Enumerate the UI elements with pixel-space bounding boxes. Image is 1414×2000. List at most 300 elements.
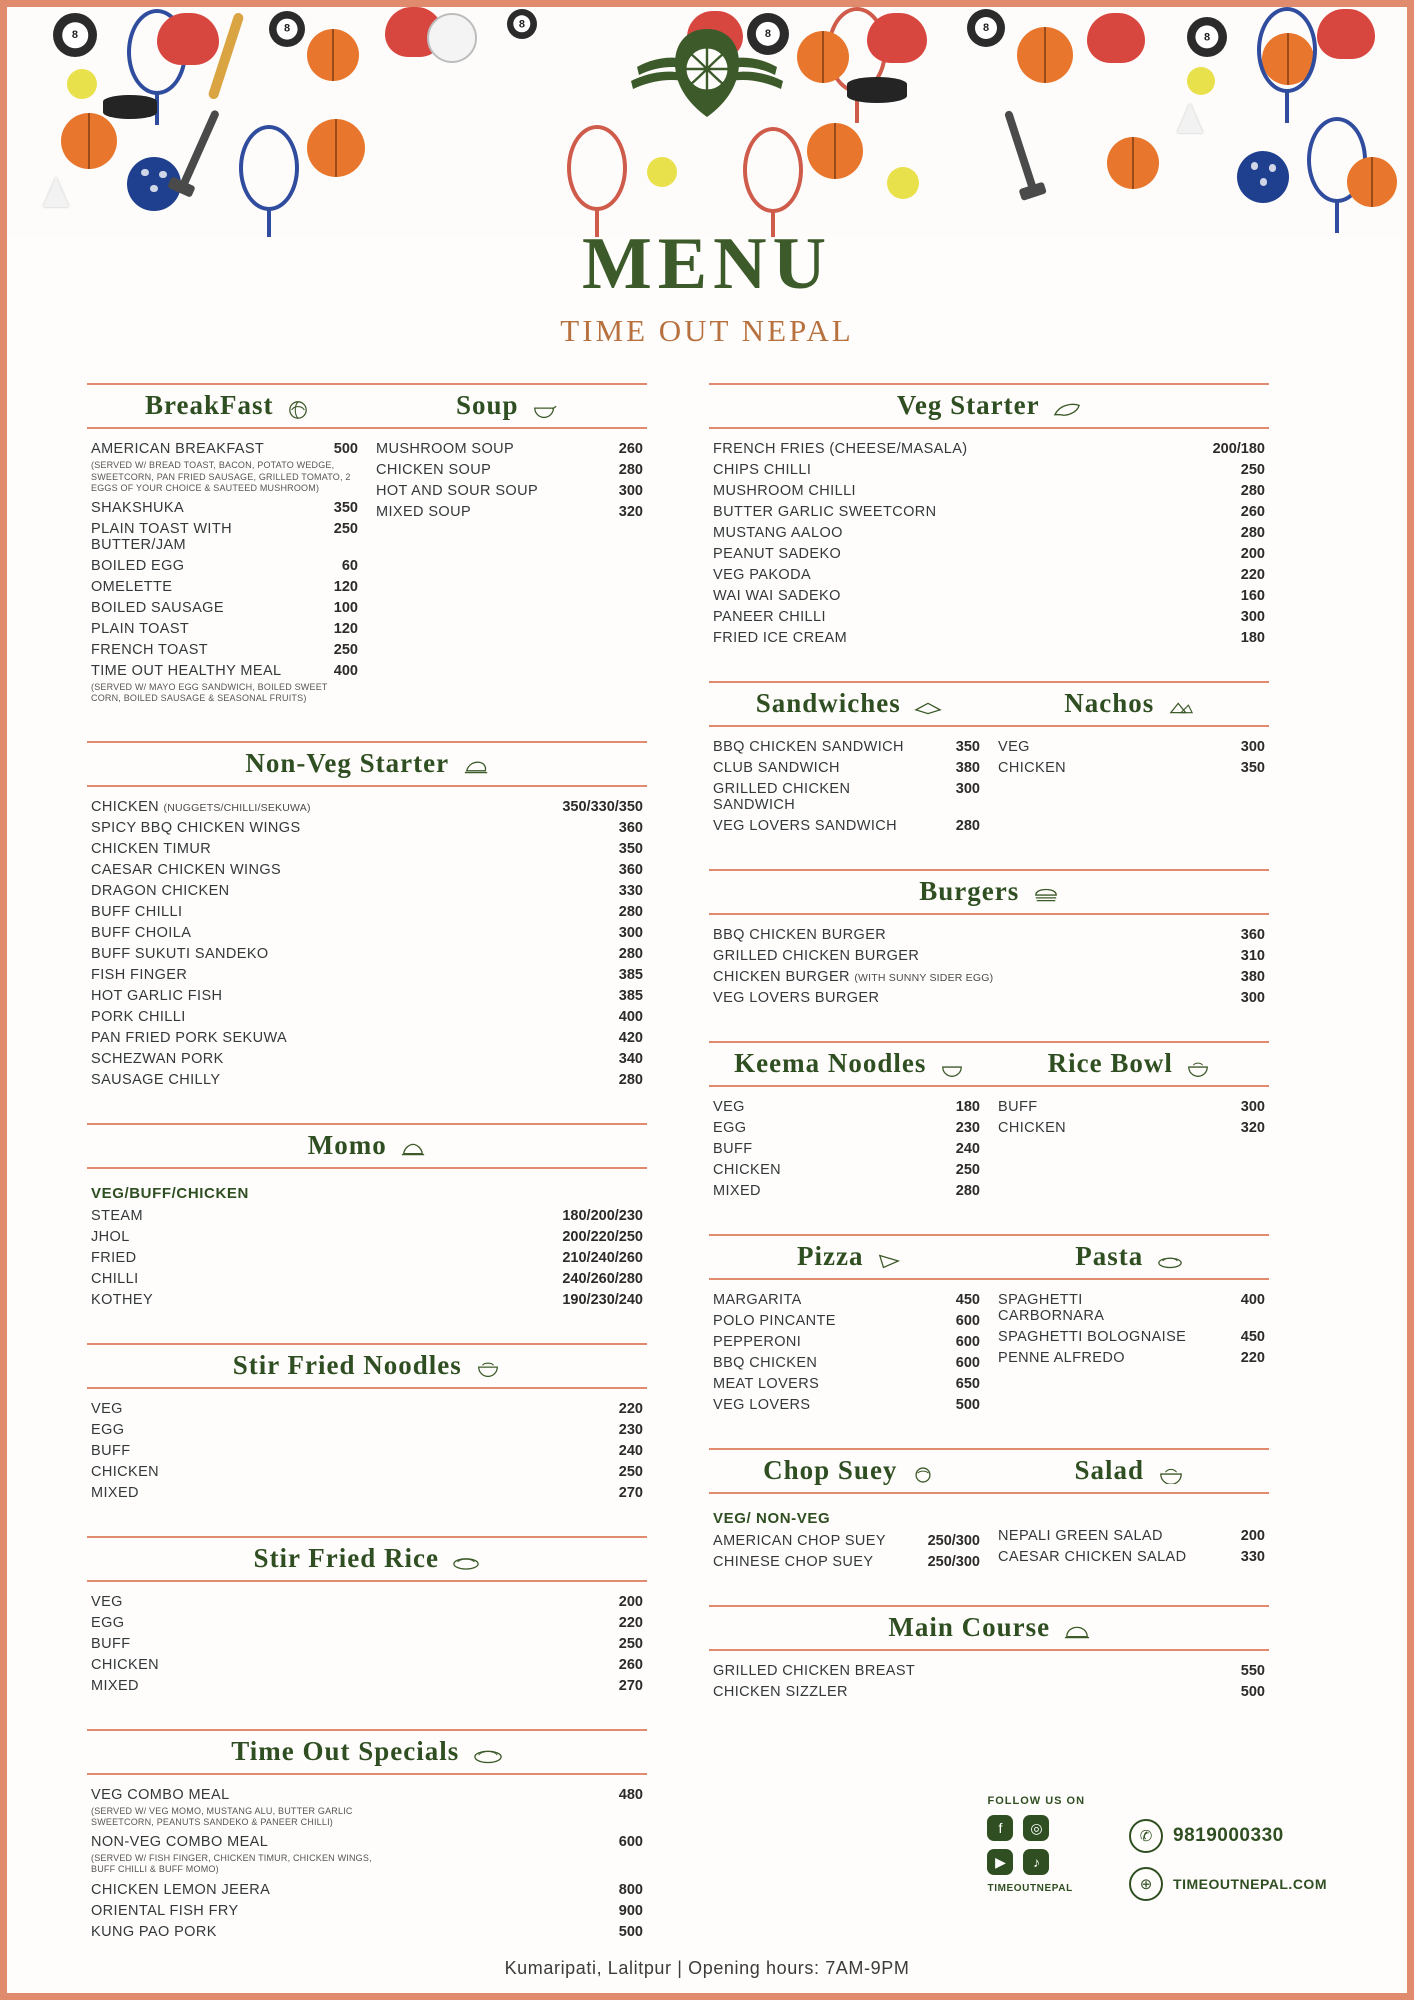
item-name: FRENCH FRIES (CHEESE/MASALA) — [713, 441, 968, 458]
list-item — [91, 663, 358, 679]
item-price: 240/260/280 — [562, 1270, 643, 1287]
list-item — [713, 990, 1265, 1006]
list-item — [91, 925, 643, 941]
list-item — [376, 441, 643, 457]
item-price: 320 — [618, 504, 643, 521]
item-price: 650 — [955, 1376, 980, 1393]
list-item — [91, 1657, 643, 1673]
item-price: 200/220/250 — [562, 1228, 643, 1245]
item-name: FISH FINGER — [91, 966, 188, 983]
website-line[interactable] — [1129, 1867, 1327, 1901]
list-item — [713, 1533, 980, 1549]
item-price: 310 — [1240, 948, 1265, 965]
social-icons-row-2 — [987, 1849, 1085, 1875]
item-name: BOILED EGG — [91, 558, 185, 575]
phone-line[interactable] — [1129, 1819, 1327, 1853]
item-label: CHICKEN — [91, 798, 160, 815]
item-desc: (SERVED W/ BREAD TOAST, BACON, POTATO WEDGE, SWEETCORN, PAN FRIED SAUSAGE, GRILLED TOMATO, 2 EGGS OF YOUR CHOICE & SAUTEED MUSHROOM) — [91, 460, 351, 493]
boxing-glove-icon — [867, 13, 927, 63]
burgers-items — [709, 915, 1269, 1015]
item-price: 280 — [1240, 483, 1265, 500]
list-item — [91, 621, 358, 637]
section-title-chop-suey — [709, 1455, 989, 1486]
contact-block — [1129, 1795, 1327, 1915]
list-item — [91, 1903, 643, 1919]
list-item — [713, 1313, 980, 1329]
section-main-course — [709, 1605, 1269, 1709]
list-item — [713, 504, 1265, 520]
noodle-bowl-icon — [475, 1359, 501, 1379]
item-price: 600 — [955, 1355, 980, 1372]
item-name: STEAM — [91, 1207, 143, 1224]
item-name: CHILLI — [91, 1270, 139, 1287]
chop-suey-items — [713, 1506, 980, 1575]
rice-bowl-items — [998, 1099, 1265, 1204]
boxing-glove-icon — [1317, 9, 1375, 59]
item-price: 900 — [618, 1902, 643, 1919]
item-price: 420 — [618, 1029, 643, 1046]
left-column — [87, 383, 647, 1974]
footer-contact-block — [987, 1795, 1327, 1915]
list-item — [91, 1072, 643, 1088]
salad-bowl-icon — [1158, 1466, 1184, 1484]
list-item — [713, 948, 1265, 964]
veg-starter-items — [709, 429, 1269, 655]
item-name: WAI WAI SADEKO — [713, 588, 841, 605]
item-name: SHAKSHUKA — [91, 500, 185, 517]
item-name: AMERICAN CHOP SUEY — [713, 1533, 886, 1550]
section-header — [87, 1729, 647, 1775]
social-handle: TIMEOUTNEPAL — [987, 1883, 1073, 1894]
facebook-icon[interactable]: f — [987, 1815, 1013, 1841]
burger-icon — [1033, 887, 1059, 905]
youtube-icon[interactable]: ▶ — [987, 1849, 1013, 1875]
item-price: 180 — [1240, 630, 1265, 647]
list-item — [998, 739, 1265, 755]
item-price: 350 — [955, 739, 980, 756]
section-header — [709, 681, 1269, 727]
section-header — [87, 1343, 647, 1389]
item-name: HOT AND SOUR SOUP — [376, 483, 539, 500]
salad-items — [998, 1506, 1265, 1575]
item-name: GRILLED CHICKEN BURGER — [713, 948, 920, 965]
basketball-icon — [1017, 27, 1073, 83]
time-out-specials-title: Time Out Specials — [231, 1735, 460, 1766]
section-header — [709, 383, 1269, 429]
list-item — [998, 1329, 1265, 1345]
list-item — [91, 1834, 643, 1850]
list-item — [998, 1120, 1265, 1136]
item-price: 250 — [618, 1463, 643, 1480]
item-name: BUFF — [998, 1099, 1038, 1116]
item-name: VEG — [713, 1099, 745, 1116]
momo-icon — [400, 1139, 426, 1159]
list-item — [91, 883, 643, 899]
item-desc: (SERVED W/ MAYO EGG SANDWICH, BOILED SWEET CORN, BOILED SAUSAGE & SEASONAL FRUITS) — [91, 682, 328, 704]
salad-title: Salad — [1074, 1455, 1145, 1486]
item-price: 250 — [333, 642, 358, 659]
item-name: MEAT LOVERS — [713, 1376, 820, 1393]
keema-noodles-items — [713, 1099, 980, 1204]
pizza-items — [713, 1292, 980, 1418]
noodle-bowl-icon — [940, 1059, 964, 1077]
item-price: 220 — [1240, 567, 1265, 584]
item-name — [713, 969, 993, 985]
billiard-ball-icon — [507, 9, 537, 39]
item-price: 400 — [333, 663, 358, 680]
stir-fried-noodles-title: Stir Fried Noodles — [232, 1349, 462, 1380]
list-item — [713, 1099, 980, 1115]
list-item — [713, 1183, 980, 1199]
list-item — [376, 462, 643, 478]
item-name: PORK CHILLI — [91, 1008, 186, 1025]
section-stir-fried-rice — [87, 1536, 647, 1703]
golf-club-icon — [1004, 110, 1038, 194]
item-name: JHOL — [91, 1228, 130, 1245]
item-name: MIXED — [713, 1183, 761, 1200]
item-name: CHIPS CHILLI — [713, 462, 812, 479]
list-item — [713, 546, 1265, 562]
section-sandwiches-nachos — [709, 681, 1269, 843]
restaurant-name: TIME OUT NEPAL — [560, 313, 854, 349]
item-price: 280 — [618, 1071, 643, 1088]
list-item — [91, 558, 358, 574]
list-item — [376, 504, 643, 520]
list-item — [91, 1615, 643, 1631]
list-item — [91, 1787, 643, 1803]
boxing-glove-icon — [1087, 13, 1145, 63]
boxing-glove-icon — [157, 13, 219, 65]
item-price: 260 — [1240, 504, 1265, 521]
list-item — [713, 818, 980, 834]
list-item — [713, 1292, 980, 1308]
item-name: BUTTER GARLIC SWEETCORN — [713, 504, 937, 521]
item-price: 500 — [618, 1923, 643, 1940]
item-name: PEPPERONI — [713, 1334, 802, 1351]
list-item — [713, 1355, 980, 1371]
item-name: CHICKEN SIZZLER — [713, 1684, 848, 1701]
item-name: KOTHEY — [91, 1291, 154, 1308]
item-name: BUFF CHOILA — [91, 924, 192, 941]
list-item — [91, 1030, 643, 1046]
list-item — [713, 1376, 980, 1392]
globe-icon: ⊕ — [1129, 1867, 1163, 1901]
list-item — [713, 969, 1265, 985]
item-price: 385 — [618, 987, 643, 1004]
list-item — [91, 1051, 643, 1067]
time-out-specials-items — [87, 1775, 647, 1949]
sandwiches-items — [713, 739, 980, 839]
item-price: 230 — [618, 1421, 643, 1438]
item-name: POLO PINCANTE — [713, 1313, 836, 1330]
list-item — [91, 1271, 643, 1287]
list-item — [91, 600, 358, 616]
item-name: KUNG PAO PORK — [91, 1923, 217, 1940]
item-name: FRENCH TOAST — [91, 642, 209, 659]
item-price: 600 — [618, 1834, 643, 1851]
list-item — [713, 760, 980, 776]
item-price: 350 — [333, 500, 358, 517]
volleyball-icon — [427, 13, 477, 63]
cloche-icon — [1064, 1622, 1090, 1642]
item-price: 120 — [333, 579, 358, 596]
item-price: 270 — [618, 1677, 643, 1694]
item-name: CHICKEN — [91, 1656, 160, 1673]
item-price: 450 — [955, 1292, 980, 1309]
section-momo — [87, 1123, 647, 1317]
leaf-icon — [1053, 401, 1081, 419]
pasta-items — [998, 1292, 1265, 1418]
rice-bowl-title: Rice Bowl — [1047, 1048, 1173, 1079]
item-name: CHICKEN — [713, 1162, 782, 1179]
basketball-icon — [797, 31, 849, 83]
item-price: 120 — [333, 621, 358, 638]
item-price: 100 — [333, 600, 358, 617]
chop-suey-title: Chop Suey — [763, 1455, 898, 1486]
item-price: 480 — [618, 1786, 643, 1803]
shuttlecock-icon — [43, 177, 69, 207]
instagram-icon[interactable]: ◎ — [1023, 1815, 1049, 1841]
list-item — [91, 579, 358, 595]
breakfast-items — [91, 441, 358, 710]
list-item — [713, 630, 1265, 646]
list-item — [91, 1401, 643, 1417]
main-course-items — [709, 1651, 1269, 1709]
item-name: MUSHROOM SOUP — [376, 441, 515, 458]
soup-bowl-icon — [532, 401, 558, 419]
item-name: HOT GARLIC FISH — [91, 987, 223, 1004]
menu-columns — [7, 349, 1407, 1974]
item-name: GRILLED CHICKEN SANDWICH — [713, 781, 851, 814]
breakfast-soup-rows — [87, 429, 647, 714]
item-name — [91, 799, 311, 815]
item-price: 360 — [618, 861, 643, 878]
phone-icon: ✆ — [1129, 1819, 1163, 1853]
section-title-salad — [989, 1455, 1269, 1486]
item-name: VEG LOVERS BURGER — [713, 990, 880, 1007]
item-price: 340 — [618, 1050, 643, 1067]
list-item — [713, 441, 1265, 457]
breakfast-title: BreakFast — [145, 390, 274, 421]
section-header — [709, 1041, 1269, 1087]
item-price: 450 — [1240, 1329, 1265, 1346]
list-item — [713, 588, 1265, 604]
billiard-ball-icon — [1187, 17, 1227, 57]
item-price: 330 — [618, 882, 643, 899]
item-name: FRIED ICE CREAM — [713, 630, 848, 647]
phone-number: 9819000330 — [1173, 1825, 1284, 1846]
list-item — [91, 1636, 643, 1652]
item-name: VEG — [91, 1400, 123, 1417]
soup-title: Soup — [455, 390, 519, 421]
item-price: 380 — [1240, 969, 1265, 986]
list-item — [91, 500, 358, 516]
section-title-pasta — [989, 1241, 1269, 1272]
item-name: MIXED SOUP — [376, 504, 472, 521]
list-item — [713, 525, 1265, 541]
item-price: 220 — [1240, 1350, 1265, 1367]
item-price: 60 — [341, 558, 358, 575]
item-note: (NUGGETS/CHILLI/SEKUWA) — [163, 801, 311, 814]
basketball-icon — [307, 29, 359, 81]
list-item — [713, 462, 1265, 478]
section-non-veg-starter — [87, 741, 647, 1097]
item-price: 300 — [1240, 739, 1265, 756]
item-name: ORIENTAL FISH FRY — [91, 1902, 239, 1919]
list-item — [91, 1292, 643, 1308]
section-breakfast-soup — [87, 383, 647, 714]
list-item — [91, 799, 643, 815]
item-name: CHICKEN SOUP — [376, 462, 492, 479]
item-price: 385 — [618, 966, 643, 983]
item-name: TIME OUT HEALTHY MEAL — [91, 663, 282, 680]
item-name: CHICKEN — [998, 1120, 1067, 1137]
pasta-icon — [1157, 1252, 1183, 1270]
list-item — [713, 483, 1265, 499]
list-item — [91, 820, 643, 836]
non-veg-starter-title: Non-Veg Starter — [245, 747, 450, 778]
item-name: BUFF SUKUTI SANDEKO — [91, 945, 269, 962]
item-name: SCHEZWAN PORK — [91, 1050, 224, 1067]
item-price: 360 — [618, 819, 643, 836]
section-stir-fried-noodles — [87, 1343, 647, 1510]
item-name: SPAGHETTI BOLOGNAISE — [998, 1329, 1187, 1346]
pizza-pasta-rows — [709, 1280, 1269, 1422]
soup-items — [376, 441, 643, 710]
list-item — [713, 1397, 980, 1413]
shuttlecock-icon — [1177, 103, 1203, 133]
item-name: CHICKEN — [998, 760, 1067, 777]
item-name: CHICKEN — [91, 1463, 160, 1480]
item-name: NEPALI GREEN SALAD — [998, 1528, 1163, 1545]
item-price: 200 — [1240, 546, 1265, 563]
item-price: 350/330/350 — [562, 798, 643, 815]
golf-club-icon — [178, 109, 220, 191]
item-name: BUFF — [91, 1442, 131, 1459]
list-item — [91, 946, 643, 962]
item-price: 600 — [955, 1334, 980, 1351]
item-name: PAN FRIED PORK SEKUWA — [91, 1029, 288, 1046]
address-hours: Kumaripati, Lalitpur | Opening hours: 7AM-9PM — [504, 1958, 910, 1978]
list-item — [91, 862, 643, 878]
item-price: 250/300 — [927, 1533, 980, 1550]
list-item — [713, 1120, 980, 1136]
section-title-breakfast — [87, 390, 367, 421]
item-name: DRAGON CHICKEN — [91, 882, 230, 899]
chop-suey-icon — [911, 1466, 935, 1484]
item-name: EGG — [713, 1120, 747, 1137]
billiard-ball-icon — [269, 11, 305, 47]
item-name: OMELETTE — [91, 579, 173, 596]
list-item — [91, 1250, 643, 1266]
time-out-nepal-logo — [617, 19, 797, 129]
item-price: 500 — [1240, 1684, 1265, 1701]
list-item — [91, 904, 643, 920]
title-block — [7, 223, 1407, 349]
item-name: MUSTANG AALOO — [713, 525, 843, 542]
item-name: BUFF — [91, 1635, 131, 1652]
list-item — [91, 1924, 643, 1940]
item-price: 200 — [618, 1593, 643, 1610]
cabbage-icon — [287, 400, 309, 420]
tiktok-icon[interactable]: ♪ — [1023, 1849, 1049, 1875]
item-name: VEG PAKODA — [713, 567, 812, 584]
list-item — [713, 609, 1265, 625]
section-header — [87, 1123, 647, 1169]
item-price: 220 — [618, 1400, 643, 1417]
item-price: 600 — [955, 1313, 980, 1330]
item-price: 300 — [1240, 990, 1265, 1007]
basketball-icon — [1107, 137, 1159, 189]
rice-plate-icon — [452, 1553, 480, 1571]
right-column — [709, 383, 1269, 1974]
item-name: CAESAR CHICKEN SALAD — [998, 1549, 1187, 1566]
keema-rice-rows — [709, 1087, 1269, 1208]
item-price: 500 — [955, 1397, 980, 1414]
list-item — [91, 1678, 643, 1694]
burgers-title: Burgers — [919, 876, 1020, 907]
item-price: 330 — [1240, 1549, 1265, 1566]
hockey-puck-icon — [847, 77, 907, 103]
basketball-icon — [807, 123, 863, 179]
stir-fried-rice-items — [87, 1582, 647, 1703]
hockey-puck-icon — [103, 95, 157, 119]
nachos-title: Nachos — [1064, 688, 1155, 719]
chop-suey-group-label: VEG/ NON-VEG — [713, 1510, 831, 1528]
item-price: 350 — [618, 840, 643, 857]
main-course-title: Main Course — [888, 1612, 1051, 1643]
item-price: 250 — [1240, 462, 1265, 479]
list-item — [713, 781, 980, 813]
list-item — [91, 967, 643, 983]
tennis-ball-icon — [1187, 67, 1215, 95]
item-price: 160 — [1240, 588, 1265, 605]
item-name: VEG COMBO MEAL — [91, 1786, 230, 1803]
list-item — [91, 841, 643, 857]
list-item — [713, 1684, 1265, 1700]
header-banner — [7, 7, 1407, 237]
item-price: 300 — [1240, 1099, 1265, 1116]
item-price: 300 — [618, 924, 643, 941]
section-title-pizza — [709, 1241, 989, 1272]
section-header — [709, 869, 1269, 915]
item-price: 200 — [1240, 1528, 1265, 1545]
non-veg-starter-items — [87, 787, 647, 1097]
list-item — [713, 567, 1265, 583]
list-item — [998, 1528, 1265, 1544]
item-name: BOILED SAUSAGE — [91, 600, 224, 617]
tennis-ball-icon — [647, 157, 677, 187]
item-price: 240 — [618, 1442, 643, 1459]
racket-icon — [567, 125, 627, 211]
momo-title: Momo — [307, 1129, 387, 1160]
momo-group-label: VEG/BUFF/CHICKEN — [91, 1184, 249, 1202]
item-name: VEG LOVERS SANDWICH — [713, 818, 898, 835]
chopsuey-salad-rows — [709, 1494, 1269, 1579]
list-item — [998, 760, 1265, 776]
item-name: SPICY BBQ CHICKEN WINGS — [91, 819, 301, 836]
list-item — [376, 483, 643, 499]
list-item — [91, 642, 358, 658]
bowling-ball-icon — [1237, 151, 1289, 203]
item-price: 280 — [955, 818, 980, 835]
item-name: PANEER CHILLI — [713, 609, 826, 626]
list-item — [91, 1485, 643, 1501]
item-price: 280 — [618, 903, 643, 920]
item-note: (WITH SUNNY SIDER EGG) — [854, 972, 994, 985]
item-price: 350 — [1240, 760, 1265, 777]
item-name: VEG LOVERS — [713, 1397, 811, 1414]
